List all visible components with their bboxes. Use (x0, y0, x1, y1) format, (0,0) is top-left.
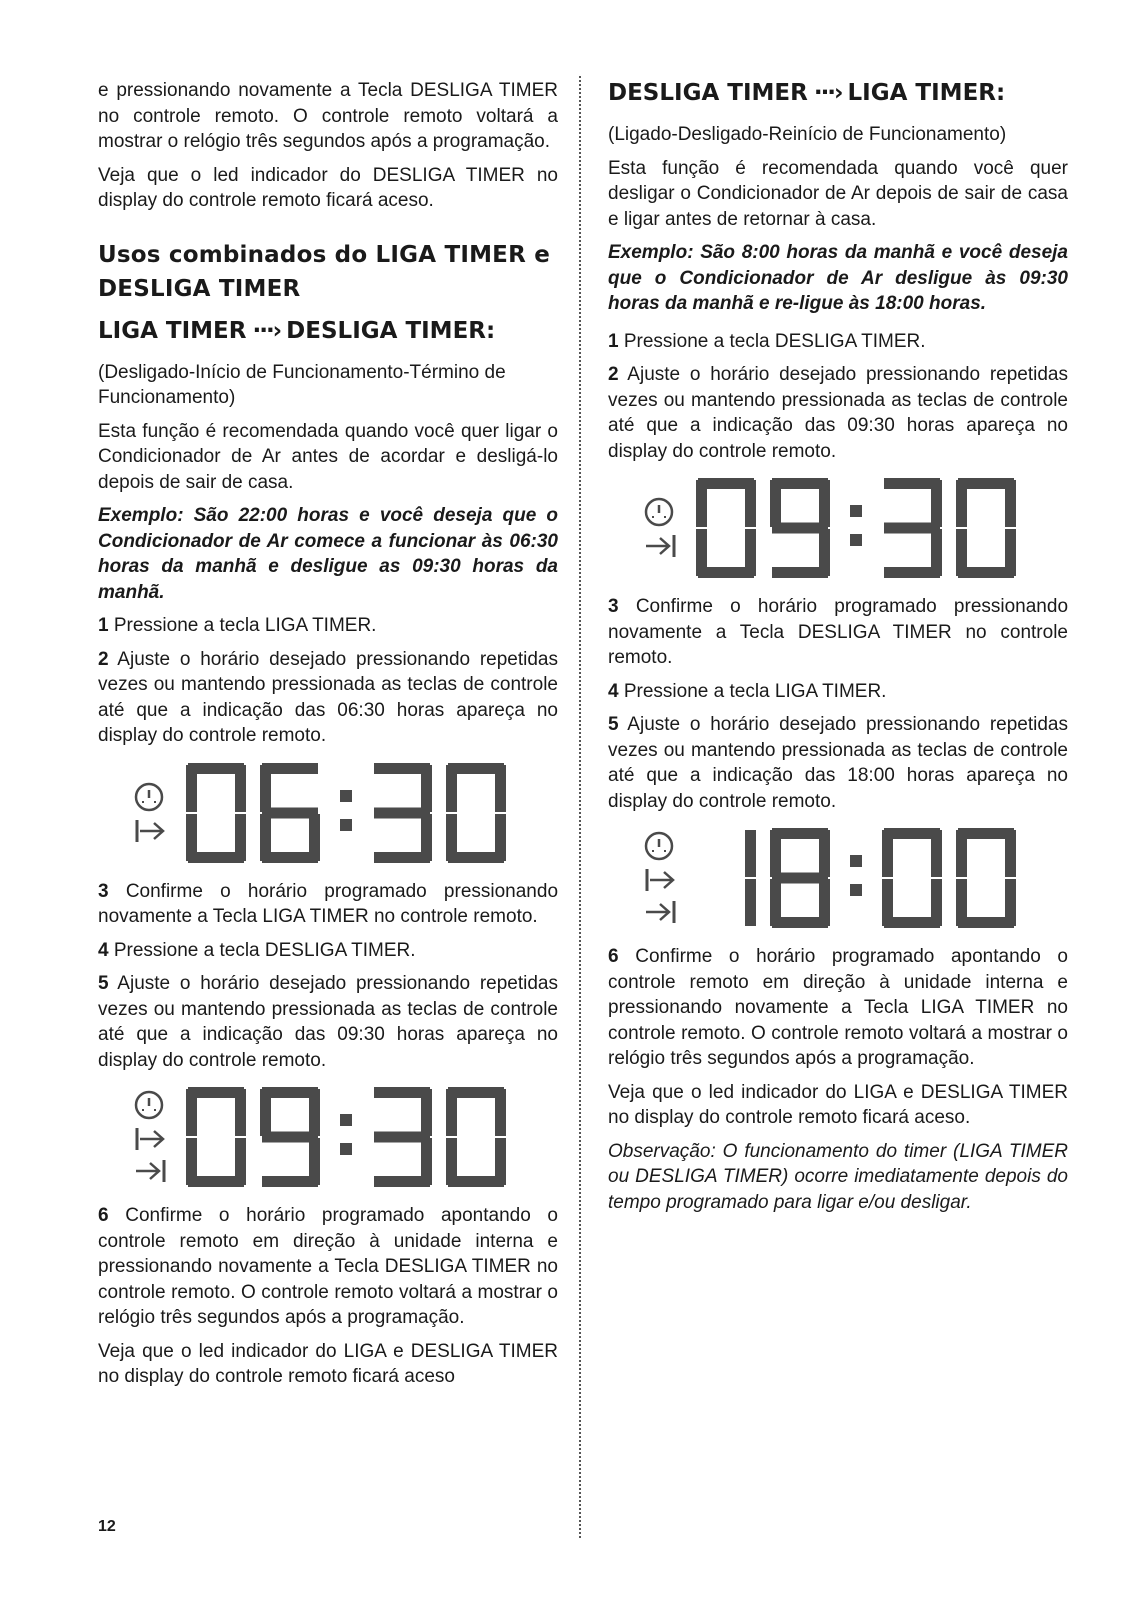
step-number: 4 (608, 680, 619, 702)
seven-segment-svg (696, 828, 1016, 928)
time-digits (186, 1087, 506, 1187)
colon-dot (340, 790, 352, 802)
example-text: Exemplo: São 22:00 horas e você deseja que o Condicionador de Ar comece a funcionar às 06:30 horas da manhã e desligue as 09:30 horas da manhã. (98, 505, 558, 603)
digit-segment (1005, 830, 1016, 877)
step-text: Ajuste o horário desejado pressionando repetidas vezes ou mantendo pressionada as teclas de controle até que a indicação das 18:00 horas apareça no display do controle remoto. (608, 714, 1068, 812)
display-time-value (608, 878, 609, 879)
closing-note: Veja que o led indicador do LIGA e DESLIGA TIMER no display do controle remoto ficará aceso (98, 1340, 558, 1387)
digit-segment (186, 1138, 197, 1185)
timer-on-arrow-icon (644, 867, 696, 893)
colon-dot (850, 505, 862, 517)
step-1 (608, 329, 1068, 355)
digit-segment (260, 814, 271, 861)
clock-icon (644, 497, 696, 527)
step-text: Pressione a tecla DESLIGA TIMER. (623, 330, 926, 352)
digit-segment (1005, 480, 1016, 527)
step-number: 1 (608, 330, 619, 352)
sub-heading-liga-desliga (98, 316, 558, 346)
step-text: Pressione a tecla DESLIGA TIMER. (113, 939, 416, 961)
digit-segment (956, 830, 967, 877)
step-4 (608, 679, 1068, 705)
digit-segment (262, 1132, 318, 1143)
sub-heading-desliga-liga (608, 78, 1068, 108)
digit-segment (884, 567, 940, 578)
digit-segment (819, 830, 830, 877)
digit-segment (260, 1089, 271, 1136)
seven-segment-svg (696, 478, 1016, 578)
digit-segment (770, 830, 781, 877)
step-number: 2 (608, 364, 619, 385)
digit-segment (745, 480, 756, 527)
clock-icon (134, 782, 186, 812)
intro-paragraph: e pressionando novamente a Tecla DESLIGA TIMER no controle remoto. O controle remoto voltará a mostrar o relógio três segundos após a programação. (98, 80, 558, 152)
colon-dot (850, 534, 862, 546)
step-number: 4 (98, 939, 109, 961)
time-digits (696, 478, 1016, 578)
digit-segment (770, 879, 781, 926)
dotted-arrow-icon: ···› (252, 317, 281, 344)
heading-part-a: LIGA TIMER (98, 317, 247, 344)
digit-segment (186, 814, 197, 861)
digit-segment (186, 765, 197, 812)
timer-off-arrow-icon (134, 1158, 186, 1184)
step-number: 3 (98, 880, 109, 902)
digit-segment (446, 814, 457, 861)
digit-segment (745, 879, 756, 926)
step-6 (98, 1203, 558, 1331)
right-column (608, 78, 1068, 1223)
observation-note: Observação: O funcionamento do timer (LIGA TIMER ou DESLIGA TIMER) ocorre imediatamente depois do tempo programado para ligar e/ou desligar. (608, 1140, 1068, 1213)
column-divider (579, 76, 581, 1538)
time-digits (696, 828, 1016, 928)
digit-segment (931, 480, 942, 527)
step-2 (98, 647, 558, 749)
left-column (98, 78, 558, 1398)
seven-segment-svg (186, 763, 506, 863)
lcd-display (98, 1081, 558, 1193)
step-number: 6 (98, 1205, 109, 1226)
step-number: 5 (608, 714, 619, 735)
digit-segment (770, 480, 781, 527)
digit-segment (235, 765, 246, 812)
colon-dot (850, 884, 862, 896)
digit-segment (956, 879, 967, 926)
digit-segment (772, 873, 828, 884)
digit-segment (262, 807, 318, 818)
seven-segment-svg (186, 1087, 506, 1187)
display-time-value (98, 812, 99, 813)
colon-dot (340, 819, 352, 831)
mode-description-paren: (Ligado-Desligado-Reinício de Funcionamento) (608, 124, 1007, 145)
digit-segment (495, 1089, 506, 1136)
digit-segment (421, 1089, 432, 1136)
digit-segment (956, 480, 967, 527)
section-heading: Usos combinados do LIGA TIMER e DESLIGA TIMER (98, 241, 551, 302)
display-icons (134, 1090, 186, 1184)
timer-off-arrow-icon (644, 899, 696, 925)
step-4 (98, 938, 558, 964)
digit-segment (260, 765, 271, 812)
digit-segment (262, 1176, 318, 1187)
digit-segment (446, 1138, 457, 1185)
step-5 (98, 971, 558, 1073)
display-time-value (98, 1137, 99, 1138)
closing-note: Veja que o led indicador do LIGA e DESLIGA TIMER no display do controle remoto ficará aceso. (608, 1081, 1068, 1128)
page-number: 12 (98, 1518, 116, 1535)
step-text: Confirme o horário programado pressionando novamente a Tecla LIGA TIMER no controle remoto. (98, 880, 559, 927)
digit-segment (696, 529, 707, 576)
timer-off-arrow-icon (644, 533, 696, 559)
digit-segment (374, 852, 430, 863)
colon-dot (340, 1114, 352, 1126)
digit-segment (186, 1089, 197, 1136)
step-6 (608, 944, 1068, 1072)
example-text: Exemplo: São 8:00 horas da manhã e você deseja que o Condicionador de Ar desligue às 09:30 horas da manhã e re-ligue às 18:00 horas. (608, 242, 1068, 314)
intro-note: Veja que o led indicador do DESLIGA TIMER no display do controle remoto ficará aceso. (98, 164, 558, 211)
digit-segment (374, 1132, 430, 1143)
step-1 (98, 613, 558, 639)
step-5 (608, 712, 1068, 814)
colon-dot (850, 855, 862, 867)
digit-segment (772, 567, 828, 578)
lcd-display (608, 822, 1068, 934)
step-number: 1 (98, 615, 109, 636)
digit-segment (772, 523, 828, 534)
display-icons (644, 497, 696, 559)
time-digits (186, 763, 506, 863)
step-text: Confirme o horário programado pressionando novamente a Tecla DESLIGA TIMER no controle remoto. (608, 596, 1069, 668)
digit-segment (309, 1089, 320, 1136)
clock-icon (644, 831, 696, 861)
heading-part-b: LIGA TIMER: (847, 80, 1006, 106)
step-text: Confirme o horário programado apontando o controle remoto em direção à unidade interna e pressionando novamente a Tecla DESLIGA TIMER no controle remoto. O controle remoto voltará a mostrar o relógio três segundos após a programação. (98, 1205, 559, 1328)
dotted-arrow-icon: ···› (813, 80, 842, 106)
display-icons (644, 831, 696, 925)
step-number: 6 (608, 946, 619, 967)
lcd-display (98, 757, 558, 869)
mode-description: Esta função é recomendada quando você quer desligar o Condicionador de Ar depois de sair de casa e ligar antes de retornar à casa. (608, 157, 1068, 230)
step-3 (608, 594, 1068, 671)
digit-segment (745, 830, 756, 877)
heading-part-b: DESLIGA TIMER: (286, 317, 496, 344)
digit-segment (884, 523, 940, 534)
mode-description: Esta função é recomendada quando você quer ligar o Condicionador de Ar antes de acordar e desligá-lo depois de sair de casa. (98, 420, 558, 493)
digit-segment (931, 830, 942, 877)
digit-segment (882, 830, 893, 877)
digit-segment (446, 1089, 457, 1136)
step-text: Pressione a tecla LIGA TIMER. (113, 615, 377, 636)
step-text: Ajuste o horário desejado pressionando repetidas vezes ou mantendo pressionada as teclas de controle até que a indicação das 09:30 horas apareça no display do controle remoto. (98, 973, 558, 1071)
heading-part-a: DESLIGA TIMER (608, 80, 808, 106)
mode-description-paren: (Desligado-Início de Funcionamento-Término de Funcionamento) (98, 361, 506, 408)
digit-segment (495, 765, 506, 812)
clock-icon (134, 1090, 186, 1120)
display-time-value (608, 528, 609, 529)
step-number: 2 (98, 648, 109, 670)
digit-segment (819, 480, 830, 527)
step-number: 5 (98, 973, 109, 994)
digit-segment (956, 529, 967, 576)
digit-segment (421, 765, 432, 812)
digit-segment (446, 765, 457, 812)
step-text: Ajuste o horário desejado pressionando repetidas vezes ou mantendo pressionada as teclas de controle até que a indicação das 09:30 horas apareça no display do controle remoto. (608, 364, 1068, 462)
display-icons (134, 782, 186, 844)
digit-segment (235, 1089, 246, 1136)
step-text: Ajuste o horário desejado pressionando repetidas vezes ou mantendo pressionada as teclas de controle até que a indicação das 06:30 horas apareça no display do controle remoto. (98, 648, 558, 746)
timer-on-arrow-icon (134, 818, 186, 844)
digit-segment (882, 879, 893, 926)
step-2 (608, 362, 1068, 464)
timer-on-arrow-icon (134, 1126, 186, 1152)
step-text: Pressione a tecla LIGA TIMER. (623, 680, 887, 702)
step-number: 3 (608, 596, 619, 617)
digit-segment (374, 807, 430, 818)
digit-segment (696, 480, 707, 527)
lcd-display (608, 472, 1068, 584)
step-text: Confirme o horário programado apontando o controle remoto em direção à unidade interna e pressionando novamente a Tecla LIGA TIMER no controle remoto. O controle remoto voltará a mostrar o relógio três segundos após a programação. (608, 946, 1069, 1069)
step-3 (98, 879, 558, 930)
colon-dot (340, 1143, 352, 1155)
digit-segment (374, 1176, 430, 1187)
